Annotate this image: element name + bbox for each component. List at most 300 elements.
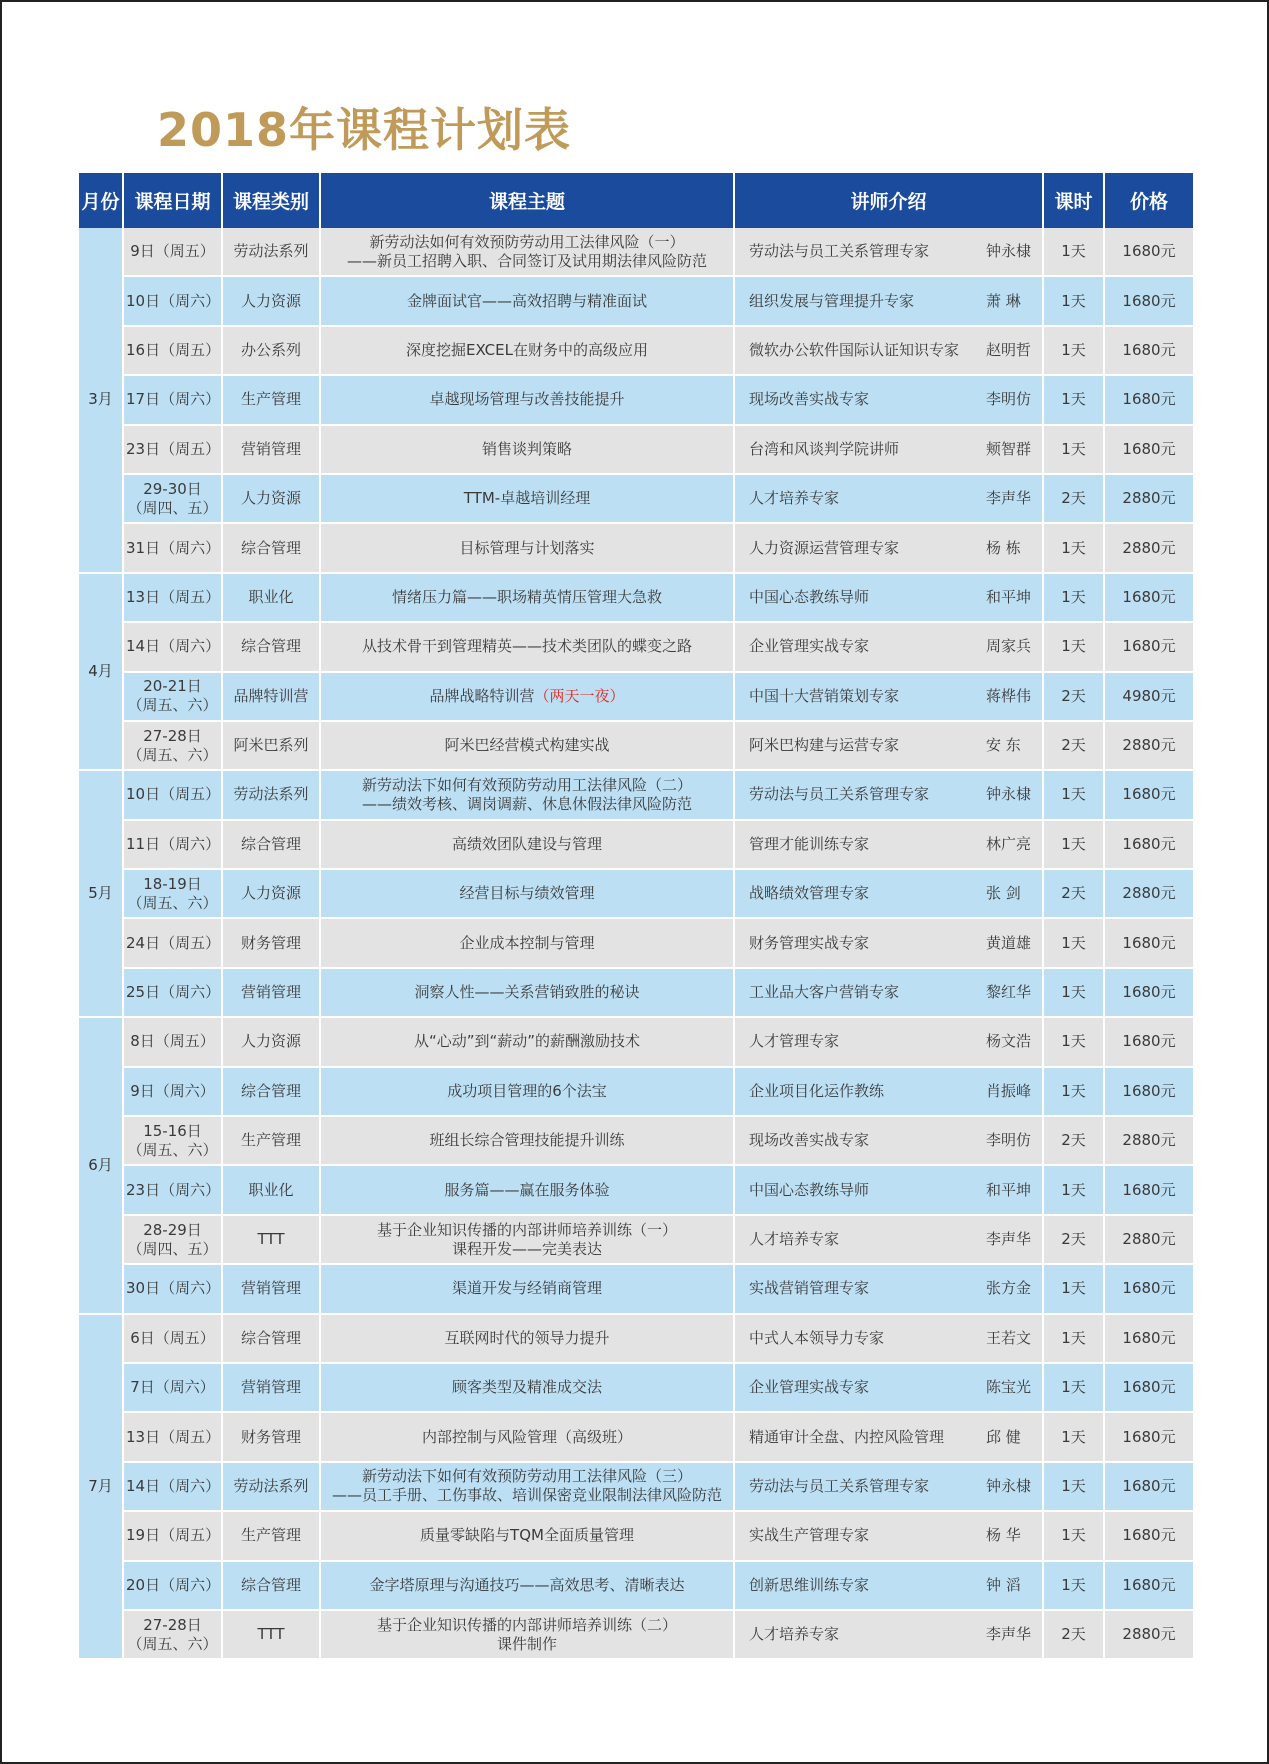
category-cell: 综合管理: [222, 820, 320, 869]
topic-text: 渠道开发与经销商管理: [451, 1279, 602, 1298]
instructor-cell: [734, 573, 1043, 622]
instructor-desc: 劳动法与员工关系管理专家: [749, 242, 930, 261]
topic-text: 从技术骨干到管理精英——技术类团队的蝶变之路: [361, 637, 692, 656]
instructor-name: 周家兵: [986, 637, 1032, 656]
date-cell: [123, 869, 222, 918]
instructor-desc: 台湾和风谈判学院讲师: [749, 439, 900, 458]
topic-cell: [320, 1462, 734, 1511]
price-cell: 1680元: [1104, 1462, 1193, 1511]
instructor-name: 黎红华: [986, 983, 1032, 1002]
table-row: [79, 918, 1193, 967]
date-cell: [123, 1314, 222, 1363]
instructor-cell: [734, 1067, 1043, 1116]
instructor-desc: 现场改善实战专家: [749, 1131, 870, 1150]
topic-cell: [320, 326, 734, 375]
date-weekday: （周四、五）: [127, 498, 218, 517]
instructor-name: 肖振峰: [986, 1081, 1032, 1100]
date-cell: [123, 1363, 222, 1412]
date-text: 15-16日: [143, 1121, 202, 1140]
instructor-info: [749, 242, 1034, 261]
instructor-name: 张方金: [986, 1279, 1032, 1298]
topic-text: 新劳动法下如何有效预防劳动用工法律风险（三）: [361, 1467, 692, 1486]
instructor-info: [749, 637, 1034, 656]
topic-cell: [320, 1412, 734, 1461]
hours-cell: 1天: [1043, 276, 1104, 325]
topic-text: 顾客类型及精准成交法: [451, 1378, 602, 1397]
topic-cell: [320, 1610, 734, 1659]
topic-cell: [320, 869, 734, 918]
header-month: 月份: [79, 173, 123, 228]
date-text: 14日（周六）: [126, 1476, 221, 1495]
table-row: [79, 622, 1193, 671]
price-cell: 1680元: [1104, 1561, 1193, 1610]
topic-cell: [320, 1314, 734, 1363]
topic-text: 金字塔原理与沟通技巧——高效思考、清晰表达: [369, 1575, 685, 1594]
category-cell: 阿米巴系列: [222, 721, 320, 770]
instructor-info: [749, 1378, 1034, 1397]
instructor-name: 钟永棣: [986, 785, 1032, 804]
topic-cell: [320, 918, 734, 967]
instructor-desc: 实战营销管理专家: [749, 1279, 870, 1298]
date-weekday: （周五、六）: [127, 696, 218, 715]
instructor-info: [749, 390, 1034, 409]
table-row: [79, 1116, 1193, 1165]
topic-text: 洞察人性——关系营销致胜的秘诀: [414, 983, 640, 1002]
instructor-desc: 人才培养专家: [749, 1625, 840, 1644]
topic-text: 深度挖掘EXCEL在财务中的高级应用: [406, 340, 648, 359]
topic-cell: [320, 573, 734, 622]
topic-text: 互联网时代的领导力提升: [444, 1328, 610, 1347]
topic-cell: [320, 1116, 734, 1165]
instructor-info: [749, 588, 1034, 607]
date-text: 9日（周五）: [130, 242, 215, 261]
date-text: 17日（周六）: [126, 390, 221, 409]
category-cell: 人力资源: [222, 474, 320, 523]
date-cell: [123, 1017, 222, 1066]
instructor-info: [749, 1181, 1034, 1200]
price-cell: 1680元: [1104, 770, 1193, 819]
table-row: [79, 1165, 1193, 1214]
table-row: [79, 721, 1193, 770]
instructor-cell: [734, 1215, 1043, 1264]
date-cell: [123, 425, 222, 474]
date-text: 30日（周六）: [126, 1279, 221, 1298]
instructor-name: 钟永棣: [986, 1476, 1032, 1495]
instructor-desc: 现场改善实战专家: [749, 390, 870, 409]
hours-cell: 1天: [1043, 1067, 1104, 1116]
price-cell: 2880元: [1104, 1116, 1193, 1165]
date-text: 19日（周五）: [126, 1526, 221, 1545]
instructor-name: 萧 琳: [986, 291, 1021, 310]
instructor-cell: [734, 770, 1043, 819]
topic-cell: [320, 474, 734, 523]
price-cell: 1680元: [1104, 1165, 1193, 1214]
topic-highlight: （两天一夜）: [534, 686, 625, 705]
instructor-cell: [734, 1314, 1043, 1363]
instructor-desc: 中国十大营销策划专家: [749, 686, 900, 705]
instructor-info: [749, 1329, 1034, 1348]
table-row: [79, 523, 1193, 572]
date-text: 9日（周六）: [130, 1081, 215, 1100]
topic-cell: [320, 1561, 734, 1610]
course-schedule-table: [79, 173, 1193, 1660]
price-cell: 1680元: [1104, 1264, 1193, 1313]
instructor-name: 杨 栋: [986, 538, 1021, 557]
price-cell: 1680元: [1104, 326, 1193, 375]
instructor-desc: 战略绩效管理专家: [749, 884, 870, 903]
instructor-desc: 中国心态教练导师: [749, 1180, 870, 1199]
topic-cell: [320, 523, 734, 572]
instructor-name: 李明仿: [986, 1131, 1032, 1150]
price-cell: 1680元: [1104, 1314, 1193, 1363]
price-cell: 1680元: [1104, 573, 1193, 622]
date-text: 20-21日: [143, 677, 202, 696]
topic-cell: [320, 375, 734, 424]
instructor-cell: [734, 721, 1043, 770]
instructor-name: 颊智群: [986, 439, 1032, 458]
table-row: [79, 672, 1193, 721]
instructor-name: 陈宝光: [986, 1378, 1032, 1397]
instructor-info: [749, 884, 1034, 903]
date-cell: [123, 523, 222, 572]
instructor-info: [749, 785, 1034, 804]
instructor-info: [749, 1230, 1034, 1249]
instructor-desc: 企业管理实战专家: [749, 1378, 870, 1397]
instructor-name: 李明仿: [986, 390, 1032, 409]
table-row: [79, 474, 1193, 523]
price-cell: 2880元: [1104, 474, 1193, 523]
hours-cell: 1天: [1043, 1511, 1104, 1560]
instructor-info: [749, 539, 1034, 558]
topic-cell: [320, 276, 734, 325]
topic-cell: [320, 228, 734, 276]
instructor-name: 钟永棣: [986, 242, 1032, 261]
instructor-cell: [734, 968, 1043, 1017]
hours-cell: 1天: [1043, 425, 1104, 474]
instructor-info: [749, 1032, 1034, 1051]
category-cell: 生产管理: [222, 375, 320, 424]
hours-cell: 1天: [1043, 968, 1104, 1017]
topic-cell: [320, 968, 734, 1017]
hours-cell: 1天: [1043, 326, 1104, 375]
date-weekday: （周五、六）: [127, 1634, 218, 1653]
instructor-cell: [734, 1017, 1043, 1066]
header-price: 价格: [1104, 173, 1193, 228]
price-cell: 4980元: [1104, 672, 1193, 721]
price-cell: 1680元: [1104, 228, 1193, 276]
table-row: [79, 968, 1193, 1017]
topic-text: 高绩效团队建设与管理: [451, 834, 602, 853]
instructor-info: [749, 1576, 1034, 1595]
topic-cell: [320, 820, 734, 869]
instructor-name: 和平坤: [986, 1180, 1032, 1199]
instructor-name: 李声华: [986, 1625, 1032, 1644]
instructor-cell: [734, 1561, 1043, 1610]
instructor-cell: [734, 375, 1043, 424]
topic-text: 品牌战略特训营: [429, 686, 535, 705]
table-row: [79, 770, 1193, 819]
date-text: 27-28日: [143, 1615, 202, 1634]
category-cell: 综合管理: [222, 622, 320, 671]
category-cell: 职业化: [222, 1165, 320, 1214]
instructor-desc: 人力资源运营管理专家: [749, 538, 900, 557]
category-cell: 人力资源: [222, 869, 320, 918]
page-title: 2018年课程计划表: [157, 103, 572, 157]
category-cell: 综合管理: [222, 1314, 320, 1363]
table-row: [79, 820, 1193, 869]
date-cell: [123, 1462, 222, 1511]
month-cell: 5月: [79, 770, 123, 1017]
instructor-cell: [734, 918, 1043, 967]
table-row: [79, 1511, 1193, 1560]
category-cell: 综合管理: [222, 523, 320, 572]
instructor-name: 林广亮: [986, 834, 1032, 853]
topic-subtitle: 课件制作: [496, 1634, 557, 1653]
instructor-cell: [734, 1412, 1043, 1461]
hours-cell: 1天: [1043, 375, 1104, 424]
topic-subtitle: ——新员工招聘入职、合同签订及试用期法律风险防范: [346, 251, 707, 270]
category-cell: 营销管理: [222, 425, 320, 474]
topic-text: 基于企业知识传播的内部讲师培养训练（二）: [376, 1615, 677, 1634]
hours-cell: 2天: [1043, 869, 1104, 918]
date-cell: [123, 770, 222, 819]
instructor-desc: 中国心态教练导师: [749, 587, 870, 606]
month-cell: 4月: [79, 573, 123, 771]
topic-cell: [320, 721, 734, 770]
category-cell: 综合管理: [222, 1067, 320, 1116]
instructor-desc: 阿米巴构建与运营专家: [749, 736, 900, 755]
hours-cell: 2天: [1043, 672, 1104, 721]
date-cell: [123, 1412, 222, 1461]
header-date: 课程日期: [123, 173, 222, 228]
date-text: 23日（周六）: [126, 1180, 221, 1199]
price-cell: 2880元: [1104, 1215, 1193, 1264]
date-text: 29-30日: [143, 479, 202, 498]
instructor-name: 王若文: [986, 1328, 1032, 1347]
topic-cell: [320, 1264, 734, 1313]
date-cell: [123, 228, 222, 276]
topic-cell: [320, 1511, 734, 1560]
instructor-cell: [734, 1165, 1043, 1214]
date-cell: [123, 820, 222, 869]
hours-cell: 2天: [1043, 1610, 1104, 1659]
date-text: 6日（周五）: [130, 1328, 215, 1347]
instructor-info: [749, 1082, 1034, 1101]
hours-cell: 1天: [1043, 1363, 1104, 1412]
price-cell: 1680元: [1104, 1067, 1193, 1116]
category-cell: 劳动法系列: [222, 228, 320, 276]
instructor-name: 和平坤: [986, 587, 1032, 606]
instructor-desc: 微软办公软件国际认证知识专家: [749, 340, 960, 359]
topic-subtitle: 课程开发——完美表达: [451, 1239, 602, 1258]
instructor-cell: [734, 276, 1043, 325]
table-row: [79, 869, 1193, 918]
table-row: [79, 1264, 1193, 1313]
topic-text: 成功项目管理的6个法宝: [447, 1081, 607, 1100]
topic-text: 服务篇——赢在服务体验: [444, 1180, 610, 1199]
category-cell: 生产管理: [222, 1511, 320, 1560]
category-cell: 财务管理: [222, 918, 320, 967]
date-text: 7日（周六）: [130, 1378, 215, 1397]
date-text: 23日（周五）: [126, 439, 221, 458]
category-cell: 劳动法系列: [222, 1462, 320, 1511]
instructor-cell: [734, 1363, 1043, 1412]
price-cell: 1680元: [1104, 1363, 1193, 1412]
hours-cell: 1天: [1043, 523, 1104, 572]
instructor-desc: 劳动法与员工关系管理专家: [749, 1476, 930, 1495]
date-text: 20日（周六）: [126, 1575, 221, 1594]
table-row: [79, 1017, 1193, 1066]
hours-cell: 1天: [1043, 770, 1104, 819]
table-row: [79, 326, 1193, 375]
topic-cell: [320, 622, 734, 671]
instructor-cell: [734, 1511, 1043, 1560]
table-row: [79, 1462, 1193, 1511]
hours-cell: 1天: [1043, 1314, 1104, 1363]
instructor-cell: [734, 326, 1043, 375]
instructor-name: 杨文浩: [986, 1032, 1032, 1051]
instructor-desc: 管理才能训练专家: [749, 834, 870, 853]
topic-cell: [320, 1363, 734, 1412]
instructor-desc: 人才培养专家: [749, 489, 840, 508]
table-row: [79, 425, 1193, 474]
price-cell: 1680元: [1104, 622, 1193, 671]
date-text: 16日（周五）: [126, 340, 221, 359]
date-cell: [123, 326, 222, 375]
header-category: 课程类别: [222, 173, 320, 228]
instructor-info: [749, 341, 1034, 360]
price-cell: 2880元: [1104, 1610, 1193, 1659]
date-text: 18-19日: [143, 874, 202, 893]
hours-cell: 1天: [1043, 820, 1104, 869]
topic-text: 卓越现场管理与改善技能提升: [429, 390, 625, 409]
instructor-cell: [734, 1264, 1043, 1313]
instructor-info: [749, 1526, 1034, 1545]
table-row: [79, 1610, 1193, 1659]
date-cell: [123, 672, 222, 721]
topic-text: 基于企业知识传播的内部讲师培养训练（一）: [376, 1220, 677, 1239]
instructor-desc: 人才培养专家: [749, 1230, 840, 1248]
date-text: 25日（周六）: [126, 983, 221, 1002]
instructor-name: 安 东: [986, 736, 1021, 755]
date-cell: [123, 1561, 222, 1610]
category-cell: 综合管理: [222, 1561, 320, 1610]
hours-cell: 2天: [1043, 1215, 1104, 1264]
instructor-info: [749, 736, 1034, 755]
price-cell: 1680元: [1104, 820, 1193, 869]
table-row: [79, 276, 1193, 325]
hours-cell: 1天: [1043, 918, 1104, 967]
date-text: 11日（周六）: [126, 834, 221, 853]
instructor-info: [749, 1131, 1034, 1150]
topic-cell: [320, 770, 734, 819]
instructor-name: 杨 华: [986, 1526, 1021, 1545]
topic-text: 阿米巴经营模式构建实战: [444, 736, 610, 755]
hours-cell: 1天: [1043, 1017, 1104, 1066]
category-cell: 劳动法系列: [222, 770, 320, 819]
topic-text: 金牌面试官——高效招聘与精准面试: [406, 291, 647, 310]
topic-text: 企业成本控制与管理: [459, 933, 595, 952]
hours-cell: 2天: [1043, 721, 1104, 770]
topic-text: 经营目标与绩效管理: [459, 884, 595, 903]
instructor-desc: 企业管理实战专家: [749, 637, 870, 656]
date-text: 28-29日: [143, 1220, 202, 1239]
date-weekday: （周五、六）: [127, 1140, 218, 1159]
date-cell: [123, 721, 222, 770]
topic-cell: [320, 672, 734, 721]
date-text: 8日（周五）: [130, 1032, 215, 1051]
date-text: 13日（周五）: [126, 1427, 221, 1446]
date-text: 10日（周五）: [126, 785, 221, 804]
date-cell: [123, 276, 222, 325]
price-cell: 1680元: [1104, 1017, 1193, 1066]
date-text: 10日（周六）: [126, 291, 221, 310]
category-cell: 营销管理: [222, 968, 320, 1017]
table-row: [79, 1215, 1193, 1264]
instructor-info: [749, 292, 1034, 311]
date-text: 24日（周五）: [126, 933, 221, 952]
price-cell: 1680元: [1104, 968, 1193, 1017]
instructor-cell: [734, 1116, 1043, 1165]
category-cell: 职业化: [222, 573, 320, 622]
hours-cell: 1天: [1043, 573, 1104, 622]
instructor-name: 钟 滔: [986, 1575, 1021, 1594]
category-cell: 营销管理: [222, 1363, 320, 1412]
instructor-desc: 人才管理专家: [749, 1032, 840, 1051]
topic-text: 情绪压力篇——职场精英情压管理大急救: [391, 587, 662, 606]
price-cell: 1680元: [1104, 375, 1193, 424]
topic-text: 销售谈判策略: [481, 439, 572, 458]
instructor-name: 赵明哲: [986, 340, 1032, 359]
instructor-info: [749, 489, 1034, 508]
date-text: 31日（周六）: [126, 538, 221, 557]
topic-subtitle: ——员工手册、工伤事故、培训保密竞业限制法律风险防范: [331, 1486, 722, 1505]
instructor-cell: [734, 1462, 1043, 1511]
price-cell: 2880元: [1104, 523, 1193, 572]
instructor-cell: [734, 622, 1043, 671]
price-cell: 2880元: [1104, 721, 1193, 770]
instructor-cell: [734, 228, 1043, 276]
table-row: [79, 1363, 1193, 1412]
hours-cell: 2天: [1043, 474, 1104, 523]
instructor-info: [749, 934, 1034, 953]
date-cell: [123, 622, 222, 671]
instructor-info: [749, 440, 1034, 459]
table-header-row: [79, 173, 1193, 228]
instructor-desc: 劳动法与员工关系管理专家: [749, 785, 930, 804]
topic-text: TTM-卓越培训经理: [463, 489, 591, 508]
price-cell: 1680元: [1104, 425, 1193, 474]
instructor-info: [749, 1428, 1034, 1447]
category-cell: 人力资源: [222, 276, 320, 325]
topic-cell: [320, 425, 734, 474]
instructor-info: [749, 1625, 1034, 1644]
price-cell: 1680元: [1104, 1412, 1193, 1461]
instructor-name: 张 剑: [986, 884, 1021, 903]
topic-cell: [320, 1165, 734, 1214]
instructor-desc: 财务管理实战专家: [749, 933, 870, 952]
date-weekday: （周四、五）: [127, 1239, 218, 1258]
header-topic: 课程主题: [320, 173, 734, 228]
instructor-desc: 中式人本领导力专家: [749, 1328, 885, 1347]
date-cell: [123, 1165, 222, 1214]
instructor-cell: [734, 425, 1043, 474]
table-row: [79, 1412, 1193, 1461]
category-cell: 品牌特训营: [222, 672, 320, 721]
topic-cell: [320, 1017, 734, 1066]
instructor-info: [749, 687, 1034, 706]
date-cell: [123, 375, 222, 424]
